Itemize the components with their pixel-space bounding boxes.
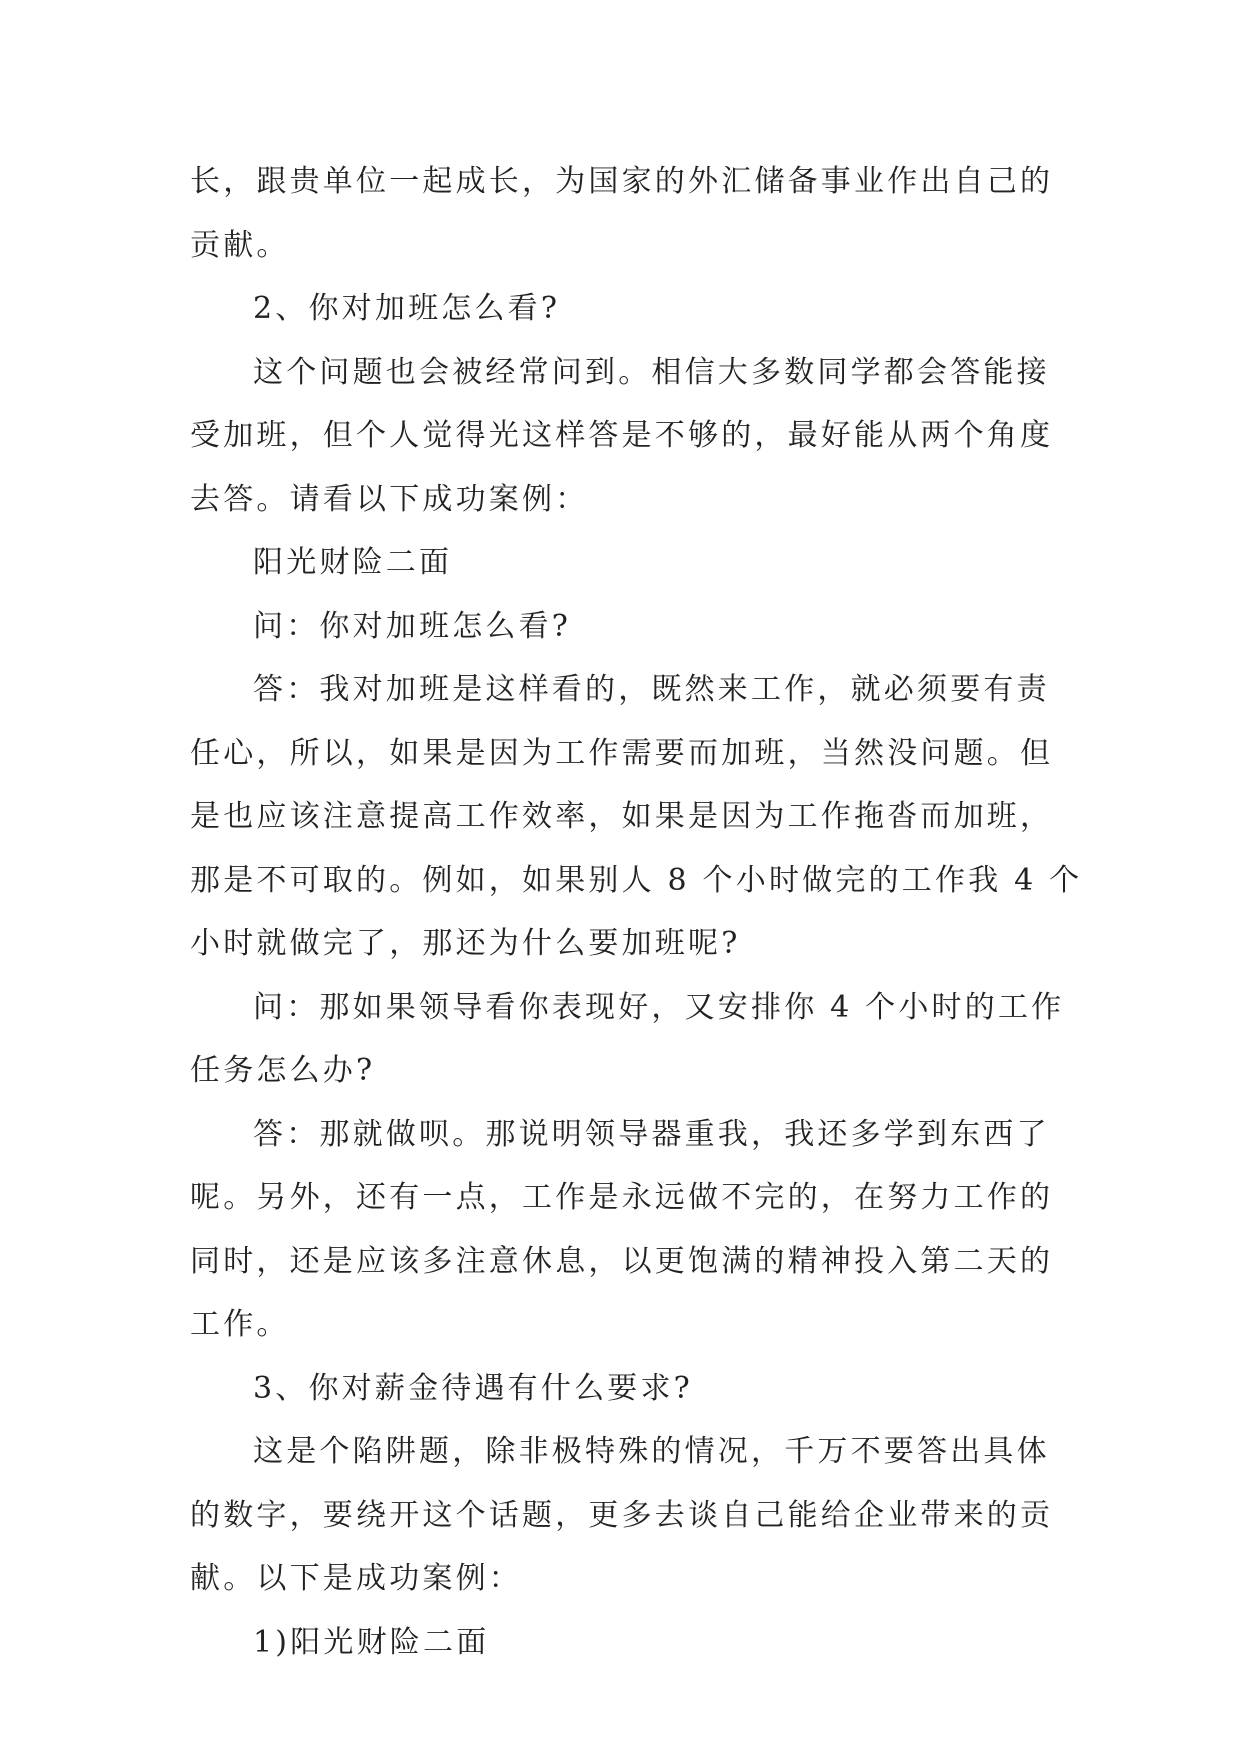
text-line: 工作。	[190, 1307, 290, 1342]
text-line: 是也应该注意提高工作效率，如果是因为工作拖沓而加班，	[190, 799, 1054, 834]
section-heading: 2、你对加班怎么看?	[253, 291, 561, 326]
text-line: 受加班，但个人觉得光这样答是不够的，最好能从两个角度	[190, 418, 1054, 453]
document-body	[190, 150, 1083, 1674]
text-line: 的数字，要绕开这个话题，更多去谈自己能给企业带来的贡	[190, 1497, 1054, 1533]
text-line: 这个问题也会被经常问到。相信大多数同学都会答能接	[253, 354, 1050, 390]
text-line: 那是不可取的。例如，如果别人 8 个小时做完的工作我 4 个	[190, 862, 1083, 898]
case-title: 阳光财险二面	[253, 545, 453, 580]
text-line: 去答。请看以下成功案例：	[190, 481, 589, 517]
section-heading: 3、你对薪金待遇有什么要求?	[253, 1370, 693, 1406]
answer-line: 答：那就做呗。那说明领导器重我，我还多学到东西了	[253, 1116, 1050, 1152]
text-line: 任务怎么办?	[190, 1053, 376, 1088]
text-line: 长，跟贵单位一起成长，为国家的外汇储备事业作出自己的	[190, 164, 1054, 199]
answer-line: 答：我对加班是这样看的，既然来工作，就必须要有责	[253, 672, 1050, 707]
text-line: 贡献。	[190, 227, 290, 263]
text-line: 这是个陷阱题，除非极特殊的情况，千万不要答出具体	[253, 1434, 1050, 1469]
text-line: 献。以下是成功案例：	[190, 1561, 522, 1596]
question-line: 问：那如果领导看你表现好，又安排你 4 个小时的工作	[253, 989, 1065, 1025]
question-line: 问：你对加班怎么看?	[253, 608, 572, 644]
text-line: 呢。另外，还有一点，工作是永远做不完的，在努力工作的	[190, 1180, 1054, 1215]
text-line: 任心，所以，如果是因为工作需要而加班，当然没问题。但	[190, 735, 1054, 771]
text-line: 小时就做完了，那还为什么要加班呢?	[190, 926, 741, 961]
case-title: 1)阳光财险二面	[253, 1624, 490, 1660]
text-line: 同时，还是应该多注意休息，以更饱满的精神投入第二天的	[190, 1243, 1054, 1279]
